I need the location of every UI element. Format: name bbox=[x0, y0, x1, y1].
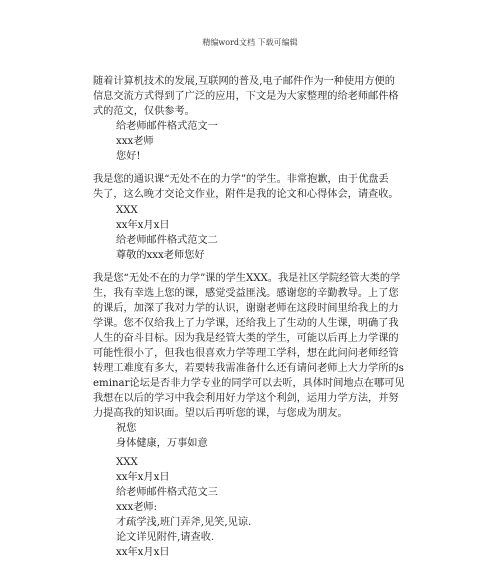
sample3-recipient: xxx老师: bbox=[116, 502, 158, 513]
sample3-date: xx年x月x日 bbox=[116, 547, 170, 558]
sample3-title: 给老师邮件格式范文三 bbox=[116, 487, 218, 498]
sample2-body-line: 我想在以后的学习中我会利用好力学这个利剑，运用力学方法，并努 bbox=[93, 393, 399, 404]
sample3-line: 论文详见附件,请查收. bbox=[116, 532, 215, 543]
sample1-title: 给老师邮件格式范文一 bbox=[116, 121, 218, 132]
sample2-closing: 祝您 bbox=[116, 423, 137, 434]
sample2-body-line: 人生的奋斗目标。因为我是经管大类的学生，可能以后再上力学课的 bbox=[93, 333, 399, 344]
sample1-body-line: 失了，这么晚才交论文作业，附件是我的论文和心得体会，请查收。 bbox=[93, 189, 399, 200]
intro-line: 随着计算机技术的发展,互联网的普及,电子邮件作为一种使用方便的 bbox=[93, 76, 395, 87]
sample2-body-line: 生，我有幸选上您的课，感觉受益匪浅。感谢您的辛勤教导。上了您 bbox=[93, 288, 399, 299]
sample1-date: xx年x月x日 bbox=[116, 220, 170, 231]
sample1-signature: XXX bbox=[116, 205, 138, 216]
sample3-line: 才疏学浅,班门弄斧,见笑,见谅. bbox=[116, 517, 252, 528]
sample2-body-line: 力提高我的知识面。望以后再听您的课，与您成为朋友。 bbox=[93, 408, 348, 419]
page-header: 精编word文档 下载可编辑 bbox=[202, 38, 298, 47]
intro-line: 式的范文，仅供参考。 bbox=[93, 106, 195, 117]
sample2-body-line: 可能性很小了，但我也很喜欢力学等理工学科，想在此问问老师经管 bbox=[93, 348, 399, 359]
intro-line: 信息交流方式得到了广泛的应用，下文是为大家整理的给老师邮件格 bbox=[93, 91, 399, 102]
sample1-greeting: 您好! bbox=[116, 151, 141, 162]
sample1-recipient: xxx老师 bbox=[116, 136, 154, 147]
sample2-wish: 身体健康，万事如意 bbox=[116, 438, 208, 449]
sample1-body-line: 我是您的通识课“无处不在的力学”的学生。非常抱歉，由于优盘丢 bbox=[93, 174, 389, 185]
sample2-signature: XXX bbox=[116, 457, 138, 468]
sample2-title: 给老师邮件格式范文二 bbox=[116, 235, 218, 246]
sample2-greeting: 尊敬的xxx老师您好 bbox=[116, 250, 205, 261]
sample2-body-line: eminar论坛是否非力学专业的同学可以去听，具体时间地点在哪可见 bbox=[93, 378, 405, 389]
sample2-body-line: 我是您“无处不在的力学”课的学生XXX。我是社区学院经管大类的学 bbox=[93, 273, 401, 284]
sample2-body-line: 学课。您不仅给我上了力学课，还给我上了生动的人生课，明确了我 bbox=[93, 318, 399, 329]
sample2-date: xx年x月x日 bbox=[116, 472, 170, 483]
sample2-body-line: 转理工难度有多大，若要转我需准备什么还有请问老师上大力学所的s bbox=[93, 363, 404, 374]
sample2-body-line: 的课后，加深了我对力学的认识，谢谢老师在这段时间里给我上的力 bbox=[93, 303, 399, 314]
